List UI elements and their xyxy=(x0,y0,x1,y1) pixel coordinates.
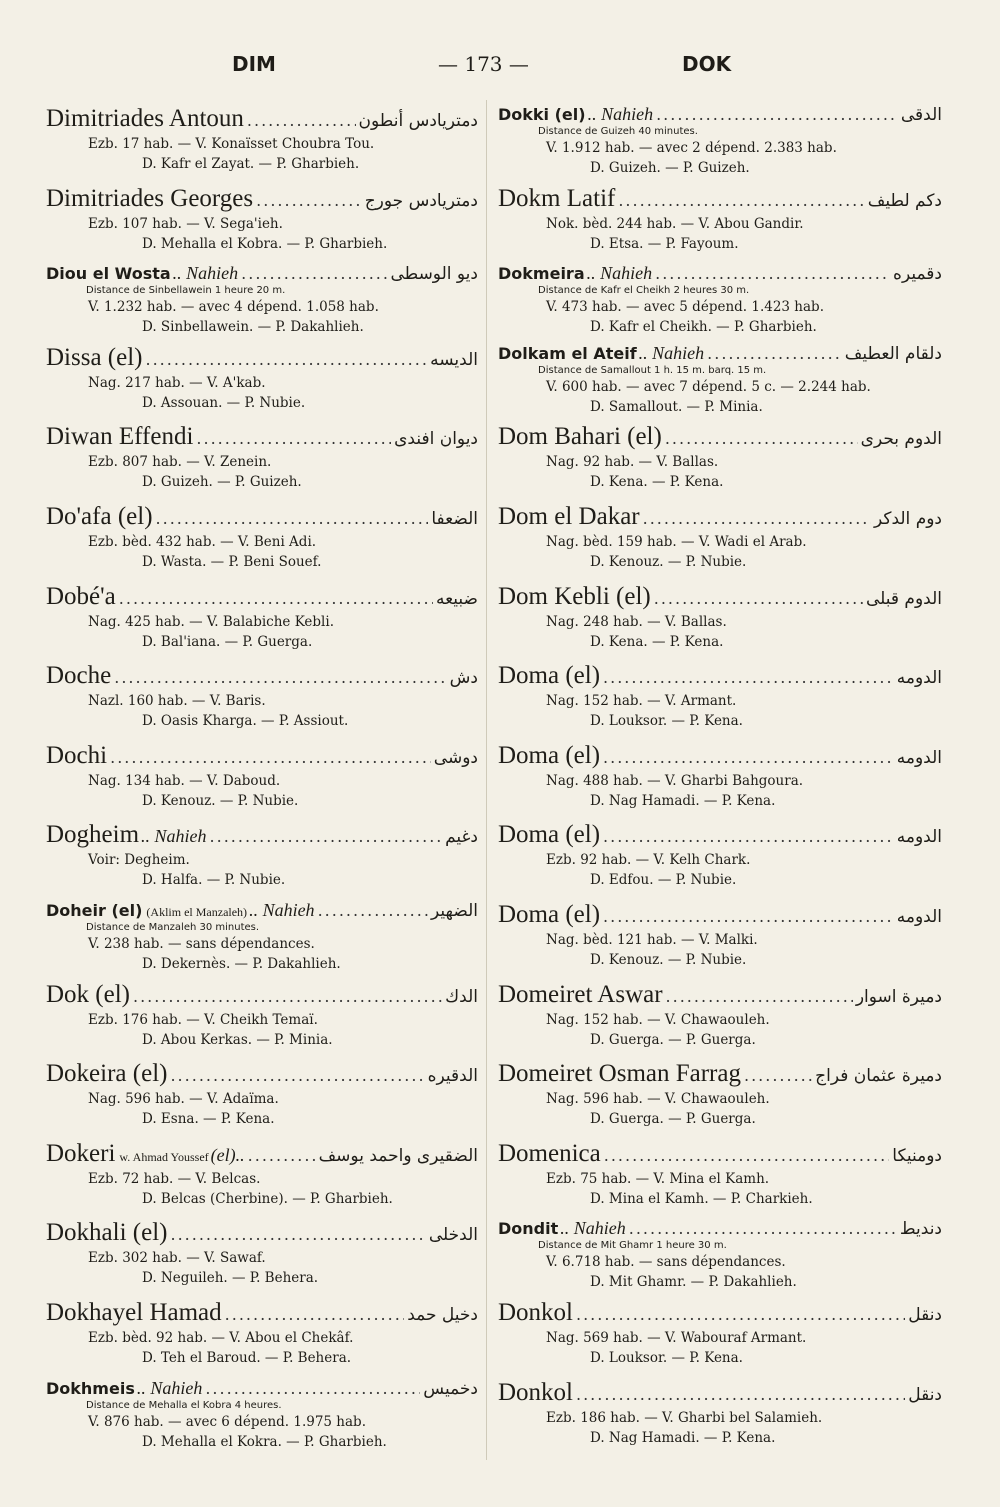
entry-arabic-name: الدقى xyxy=(900,105,942,125)
gazetteer-entry xyxy=(498,184,942,264)
entry-suffix: .. Nahieh xyxy=(136,1377,203,1398)
leader-dots xyxy=(665,429,858,448)
entry-district-line: D. Nag Hamadi. — P. Kena. xyxy=(590,792,776,809)
entry-arabic-name: دنديط xyxy=(899,1219,942,1240)
entry-title: Dokm Latif xyxy=(498,184,616,212)
leader-dots xyxy=(247,111,356,130)
leader-dots xyxy=(656,105,898,124)
entry-district-line: D. Neguileh. — P. Behera. xyxy=(142,1270,319,1287)
gazetteer-entry xyxy=(46,1298,478,1378)
entry-arabic-name: الدومه xyxy=(896,906,942,927)
entry-detail-line: V. 6.718 hab. — sans dépendances. xyxy=(546,1254,786,1271)
entry-detail-line: Ezb. bèd. 92 hab. — V. Abou el Chekâf. xyxy=(88,1329,354,1346)
gazetteer-entry xyxy=(498,1139,942,1219)
entry-arabic-name: ضبيعه xyxy=(435,588,478,609)
entry-detail-line: V. 876 hab. — avec 6 dépend. 1.975 hab. xyxy=(88,1413,366,1430)
entry-suffix: .. Nahieh xyxy=(172,263,239,284)
entry-title-line xyxy=(498,1378,942,1408)
entry-detail-line: Nag. 248 hab. — V. Ballas. xyxy=(546,613,727,630)
gazetteer-entry xyxy=(46,900,478,980)
entry-detail-line: Ezb. 807 hab. — V. Zenein. xyxy=(88,454,272,471)
gazetteer-entry xyxy=(46,741,478,821)
entry-detail-line: Nag. 92 hab. — V. Ballas. xyxy=(546,454,719,471)
leader-dots xyxy=(666,987,853,1006)
entry-suffix: .. Nahieh xyxy=(560,1218,626,1239)
gazetteer-entry xyxy=(46,263,478,343)
leader-dots xyxy=(156,509,429,528)
entry-district-line: D. Belcas (Cherbine). — P. Gharbieh. xyxy=(142,1190,393,1207)
entry-title-line xyxy=(498,900,942,930)
entry-title: Dokeira (el) xyxy=(46,1060,168,1088)
entry-district-line: D. Sinbellawein. — P. Dakahlieh. xyxy=(142,319,364,336)
entry-arabic-name: الدوم بحرى xyxy=(860,429,942,450)
entry-district-line: D. Kena. — P. Kena. xyxy=(590,474,724,491)
gazetteer-entry xyxy=(46,422,478,502)
entry-detail-line: V. 1.232 hab. — avec 4 dépend. 1.058 hab. xyxy=(88,299,379,316)
entry-detail-line: Ezb. 186 hab. — V. Gharbi bel Salamieh. xyxy=(546,1409,823,1426)
leader-dots xyxy=(119,589,433,608)
entry-title-line xyxy=(46,661,478,691)
entry-distance: Distance de Sinbellawein 1 heure 20 m. xyxy=(86,285,286,297)
entry-detail-line: V. 473 hab. — avec 5 dépend. 1.423 hab. xyxy=(546,299,824,316)
entry-arabic-name: دلقام العطيف xyxy=(844,343,942,364)
entry-title-line xyxy=(498,502,942,532)
entry-distance: Distance de Guizeh 40 minutes. xyxy=(538,126,698,137)
gazetteer-entry xyxy=(46,820,478,900)
entry-district-line: D. Etsa. — P. Fayoum. xyxy=(590,235,739,252)
entry-title-line xyxy=(46,741,478,771)
entry-detail-line: Nag. 596 hab. — V. Adaïma. xyxy=(88,1091,279,1108)
entry-title-line xyxy=(46,1139,478,1169)
gazetteer-entry xyxy=(46,1059,478,1139)
header-left-guide: DIM xyxy=(232,52,276,76)
gazetteer-entry xyxy=(46,343,478,423)
entry-detail-line: Nag. 217 hab. — V. A'kab. xyxy=(88,374,266,391)
entry-arabic-name: دغيم xyxy=(445,827,478,848)
entry-suffix: .. Nahieh xyxy=(141,826,207,847)
gazetteer-entry xyxy=(498,1378,942,1458)
entry-distance: Distance de Kafr el Cheikh 2 heures 30 m. xyxy=(538,285,750,297)
entry-title-note: w. Ahmad Youssef xyxy=(119,1149,209,1164)
entry-detail-line: Ezb. 176 hab. — V. Cheikh Temaï. xyxy=(88,1011,318,1028)
entry-title: Dokeri xyxy=(46,1139,116,1167)
entry-title: Doma (el) xyxy=(498,821,601,849)
entry-arabic-name: الضعفا xyxy=(431,508,478,529)
entry-title: Dom Bahari (el) xyxy=(498,423,662,451)
leader-dots xyxy=(318,901,428,920)
entry-district-line: D. Esna. — P. Kena. xyxy=(142,1111,275,1128)
entry-title-line xyxy=(498,820,942,850)
entry-title-line xyxy=(498,980,942,1010)
gazetteer-entry xyxy=(46,980,478,1060)
entry-detail-line: Voir: Degheim. xyxy=(88,852,190,869)
entry-title-line xyxy=(498,104,942,126)
entry-detail-line: Nag. bèd. 159 hab. — V. Wadi el Arab. xyxy=(546,533,807,550)
gazetteer-entry xyxy=(498,582,942,662)
entry-district-line: D. Assouan. — P. Nubie. xyxy=(142,394,306,411)
entry-detail-line: Ezb. 72 hab. — V. Belcas. xyxy=(88,1170,261,1187)
entry-title: Donkol xyxy=(498,1298,573,1326)
entry-detail-line: Nag. 425 hab. — V. Balabiche Kebli. xyxy=(88,613,334,630)
leader-dots xyxy=(225,1305,405,1324)
entry-district-line: D. Kafr el Zayat. — P. Gharbieh. xyxy=(142,156,360,172)
entry-title-line xyxy=(498,1139,942,1169)
entry-title-line xyxy=(46,980,478,1010)
entry-arabic-name: دومنيكا xyxy=(892,1145,942,1166)
entry-district-line: D. Mehalla el Kobra. — P. Gharbieh. xyxy=(142,235,388,252)
header-right-guide: DOK xyxy=(682,52,732,76)
entry-district-line: D. Louksor. — P. Kena. xyxy=(590,1349,743,1366)
entry-arabic-name: الدخلى xyxy=(428,1225,478,1246)
entry-district-line: D. Abou Kerkas. — P. Minia. xyxy=(142,1031,333,1048)
entry-detail-line: Nag. 488 hab. — V. Gharbi Bahgoura. xyxy=(546,772,804,789)
leader-dots xyxy=(603,827,894,846)
entry-arabic-name: الدومه xyxy=(896,668,942,689)
entry-detail-line: Nag. 596 hab. — V. Chawaouleh. xyxy=(546,1091,770,1108)
entry-title: Dom Kebli (el) xyxy=(498,582,651,610)
gazetteer-entry xyxy=(498,820,942,900)
gazetteer-entry xyxy=(498,1059,942,1139)
entry-distance: Distance de Mehalla el Kobra 4 heures. xyxy=(86,1399,282,1411)
leader-dots xyxy=(114,668,446,687)
entry-title-line xyxy=(46,1218,478,1248)
entry-detail-line: Nok. bèd. 244 hab. — V. Abou Gandir. xyxy=(546,215,804,232)
entry-title: Doma (el) xyxy=(498,900,601,928)
entry-title: Doma (el) xyxy=(498,741,601,769)
leader-dots xyxy=(576,1385,905,1404)
entry-arabic-name: دخيل حمد xyxy=(407,1304,478,1325)
entry-suffix: .. Nahieh xyxy=(586,263,653,284)
entry-detail-line: V. 1.912 hab. — avec 2 dépend. 2.383 hab. xyxy=(546,140,837,156)
entry-title-line xyxy=(498,263,942,285)
entry-title-line xyxy=(498,1059,942,1089)
entry-detail-line: Nag. bèd. 121 hab. — V. Malki. xyxy=(546,931,758,948)
entry-arabic-name: ديو الوسطى xyxy=(390,264,478,285)
entry-arabic-name: دكم لطيف xyxy=(867,190,942,211)
entry-district-line: D. Mit Ghamr. — P. Dakahlieh. xyxy=(590,1274,797,1291)
entry-arabic-name: الدومه xyxy=(896,827,942,848)
leader-dots xyxy=(576,1305,905,1324)
entry-title: Dimitriades Antoun xyxy=(46,105,244,132)
entry-detail-line: V. 238 hab. — sans dépendances. xyxy=(88,935,315,952)
leader-dots xyxy=(629,1219,897,1238)
entry-title-line xyxy=(46,1059,478,1089)
entry-detail-line: Ezb. 17 hab. — V. Konaïsset Choubra Tou. xyxy=(88,136,375,152)
entry-district-line: D. Guizeh. — P. Guizeh. xyxy=(142,474,302,491)
entry-title: Dokhali (el) xyxy=(46,1219,168,1247)
entry-arabic-name: دمتريادس أنطون xyxy=(358,111,478,131)
entry-detail-line: Ezb. bèd. 432 hab. — V. Beni Adi. xyxy=(88,533,317,550)
entry-district-line: D. Guerga. — P. Guerga. xyxy=(590,1111,756,1128)
gazetteer-entry xyxy=(498,1298,942,1378)
entry-title-line xyxy=(498,1298,942,1328)
entry-detail-line: Ezb. 92 hab. — V. Kelh Chark. xyxy=(546,852,751,869)
entry-title: Doche xyxy=(46,662,112,690)
leader-dots xyxy=(133,987,442,1006)
gazetteer-entry xyxy=(498,980,942,1060)
entry-title-line xyxy=(46,1298,478,1328)
entry-district-line: D. Oasis Kharga. — P. Assiout. xyxy=(142,713,349,730)
gazetteer-entry xyxy=(498,502,942,582)
entry-district-line: D. Teh el Baroud. — P. Behera. xyxy=(142,1349,352,1366)
entry-district-line: D. Kena. — P. Kena. xyxy=(590,633,724,650)
leader-dots xyxy=(654,589,863,608)
entry-detail-line: Ezb. 75 hab. — V. Mina el Kamh. xyxy=(546,1170,770,1187)
entry-title-line xyxy=(46,820,478,850)
gazetteer-entry xyxy=(46,1218,478,1298)
entry-title: Dokhmeis xyxy=(46,1378,135,1398)
entry-suffix: .. Nahieh xyxy=(249,899,315,920)
entry-title: Dokhayel Hamad xyxy=(46,1298,222,1326)
entry-title: Dissa (el) xyxy=(46,343,143,371)
entry-arabic-name: دنقل xyxy=(908,1304,942,1325)
entry-title: Doheir (el) xyxy=(46,900,143,920)
entry-title-line xyxy=(498,422,942,452)
entry-arabic-name: دخميس xyxy=(423,1378,478,1399)
entry-title: Dimitriades Georges xyxy=(46,184,254,212)
entry-district-line: D. Kenouz. — P. Nubie. xyxy=(142,792,299,809)
entry-title-line xyxy=(46,502,478,532)
entry-title-line xyxy=(498,184,942,214)
entry-title: Dolkam el Ateif xyxy=(498,343,637,363)
entry-district-line: D. Dekernès. — P. Dakahlieh. xyxy=(142,955,341,972)
entry-title-line xyxy=(46,582,478,612)
entry-district-line: D. Kenouz. — P. Nubie. xyxy=(590,553,747,570)
entry-detail-line: Nag. 134 hab. — V. Daboud. xyxy=(88,772,281,789)
entry-title: Doma (el) xyxy=(498,662,601,690)
leader-dots xyxy=(110,748,431,767)
entry-district-line: D. Mina el Kamh. — P. Charkieh. xyxy=(590,1190,813,1207)
gazetteer-entry xyxy=(498,1218,942,1298)
entry-arabic-name: ديوان افندى xyxy=(394,429,478,450)
entry-title: Dondit xyxy=(498,1219,559,1239)
entry-title: Diwan Effendi xyxy=(46,423,194,451)
leader-dots xyxy=(604,1146,890,1165)
gazetteer-entry xyxy=(46,1378,478,1458)
entry-title: Dok (el) xyxy=(46,980,130,1008)
entry-suffix: (el).. xyxy=(210,1144,245,1165)
leader-dots xyxy=(256,191,362,210)
entry-detail-line: Nag. 569 hab. — V. Wabouraf Armant. xyxy=(546,1329,807,1346)
entry-district-line: D. Kafr el Cheikh. — P. Gharbieh. xyxy=(590,319,817,336)
entry-distance: Distance de Mit Ghamr 1 heure 30 m. xyxy=(538,1240,727,1252)
gazetteer-entry xyxy=(46,1139,478,1219)
entry-title-line xyxy=(46,900,478,922)
entry-title: Domeiret Osman Farrag xyxy=(498,1060,741,1088)
leader-dots xyxy=(643,509,871,528)
entry-title-line xyxy=(498,343,942,365)
gazetteer-entry xyxy=(498,422,942,502)
right-column xyxy=(498,104,942,1457)
leader-dots xyxy=(603,907,894,926)
leader-dots xyxy=(603,748,894,767)
entry-arabic-name: الدقيره xyxy=(427,1066,478,1087)
entry-detail-line: Ezb. 107 hab. — V. Sega'ieh. xyxy=(88,215,283,232)
entry-detail-line: Nag. 152 hab. — V. Chawaouleh. xyxy=(546,1011,770,1028)
entry-arabic-name: دش xyxy=(449,668,478,689)
gazetteer-entry xyxy=(498,661,942,741)
entry-title-line xyxy=(46,184,478,214)
column-divider xyxy=(486,100,487,1460)
entry-distance: Distance de Manzaleh 30 minutes. xyxy=(86,921,260,933)
entry-title: Dobé'a xyxy=(46,582,116,610)
leader-dots xyxy=(655,264,890,283)
leader-dots xyxy=(603,668,894,687)
leader-dots xyxy=(146,350,428,369)
leader-dots xyxy=(196,429,391,448)
entry-title-line xyxy=(498,741,942,771)
entry-title-line xyxy=(46,1378,478,1400)
leader-dots xyxy=(248,1146,316,1165)
entry-district-line: D. Guerga. — P. Guerga. xyxy=(590,1031,756,1048)
entry-arabic-name: دنقل xyxy=(908,1384,942,1405)
entry-arabic-name: دميرة عثمان فراج xyxy=(815,1066,942,1087)
entry-arabic-name: الضهير xyxy=(431,900,478,921)
leader-dots xyxy=(707,344,842,363)
leader-dots xyxy=(618,191,864,210)
entry-arabic-name: دميرة اسوار xyxy=(855,986,942,1007)
gazetteer-entry xyxy=(46,502,478,582)
entry-detail-line: Ezb. 302 hab. — V. Sawaf. xyxy=(88,1250,266,1267)
gazetteer-entry xyxy=(498,900,942,980)
entry-suffix: .. Nahieh xyxy=(638,342,705,363)
gazetteer-entry xyxy=(46,104,478,184)
entry-arabic-name: دوم الدكر xyxy=(873,508,942,529)
page-number: — 173 — xyxy=(438,52,529,76)
entry-detail-line: Nazl. 160 hab. — V. Baris. xyxy=(88,693,266,710)
gazetteer-entry xyxy=(498,104,942,184)
leader-dots xyxy=(241,264,387,283)
entry-arabic-name: دمتريادس جورج xyxy=(364,190,478,211)
entry-title: Dogheim xyxy=(46,821,140,849)
leader-dots xyxy=(744,1066,812,1085)
entry-arabic-name: الديسه xyxy=(430,349,478,370)
entry-title-line xyxy=(46,422,478,452)
entry-title-note: (Aklim el Manzaleh) xyxy=(146,904,248,919)
entry-district-line: D. Samallout. — P. Minia. xyxy=(590,398,763,415)
entry-district-line: D. Bal'iana. — P. Guerga. xyxy=(142,633,313,650)
entry-district-line: D. Wasta. — P. Beni Souef. xyxy=(142,553,322,570)
left-column xyxy=(46,104,478,1457)
entry-title-line xyxy=(498,582,942,612)
page-header xyxy=(0,52,1000,86)
entry-title: Diou el Wosta xyxy=(46,264,171,284)
entry-title: Dokki (el) xyxy=(498,105,586,124)
entry-title: Do'afa (el) xyxy=(46,502,153,530)
entry-title: Dokmeira xyxy=(498,264,585,284)
entry-title-line xyxy=(46,263,478,285)
entry-detail-line: V. 600 hab. — avec 7 dépend. 5 c. — 2.244 hab. xyxy=(546,378,871,395)
leader-dots xyxy=(170,1225,425,1244)
entry-arabic-name: الدوم قبلى xyxy=(865,588,942,609)
entry-district-line: D. Kenouz. — P. Nubie. xyxy=(590,951,747,968)
entry-title-line xyxy=(498,661,942,691)
entry-district-line: D. Halfa. — P. Nubie. xyxy=(142,872,286,889)
entry-title: Dom el Dakar xyxy=(498,502,640,530)
entry-district-line: D. Mehalla el Kokra. — P. Gharbieh. xyxy=(142,1433,387,1450)
entry-district-line: D. Edfou. — P. Nubie. xyxy=(590,872,737,889)
gazetteer-entry xyxy=(498,343,942,423)
entry-arabic-name: الضقيرى واحمد يوسف xyxy=(318,1145,478,1166)
entry-title-line xyxy=(46,104,478,134)
leader-dots xyxy=(205,1379,420,1398)
entry-district-line: D. Guizeh. — P. Guizeh. xyxy=(590,160,750,176)
entry-suffix: .. Nahieh xyxy=(587,104,654,124)
gazetteer-entry xyxy=(498,741,942,821)
entry-title: Domeiret Aswar xyxy=(498,980,663,1008)
gazetteer-entry xyxy=(498,263,942,343)
entry-title: Domenica xyxy=(498,1139,601,1167)
entry-detail-line: Nag. 152 hab. — V. Armant. xyxy=(546,693,737,710)
entry-district-line: D. Louksor. — P. Kena. xyxy=(590,713,743,730)
entry-arabic-name: الدك xyxy=(445,986,478,1007)
entry-title: Donkol xyxy=(498,1378,573,1406)
gazetteer-entry xyxy=(46,582,478,662)
entry-distance: Distance de Samallout 1 h. 15 m. barq. 15 m. xyxy=(538,364,767,376)
gazetteer-entry xyxy=(46,184,478,264)
leader-dots xyxy=(170,1066,424,1085)
gazetteer-entry xyxy=(46,661,478,741)
entry-arabic-name: الدومه xyxy=(896,747,942,768)
entry-district-line: D. Nag Hamadi. — P. Kena. xyxy=(590,1429,776,1446)
entry-title: Dochi xyxy=(46,741,108,769)
entry-arabic-name: دوشى xyxy=(433,747,478,768)
entry-title-line xyxy=(46,343,478,373)
entry-arabic-name: دقميره xyxy=(893,264,942,285)
leader-dots xyxy=(210,827,443,846)
entry-title-line xyxy=(498,1218,942,1240)
